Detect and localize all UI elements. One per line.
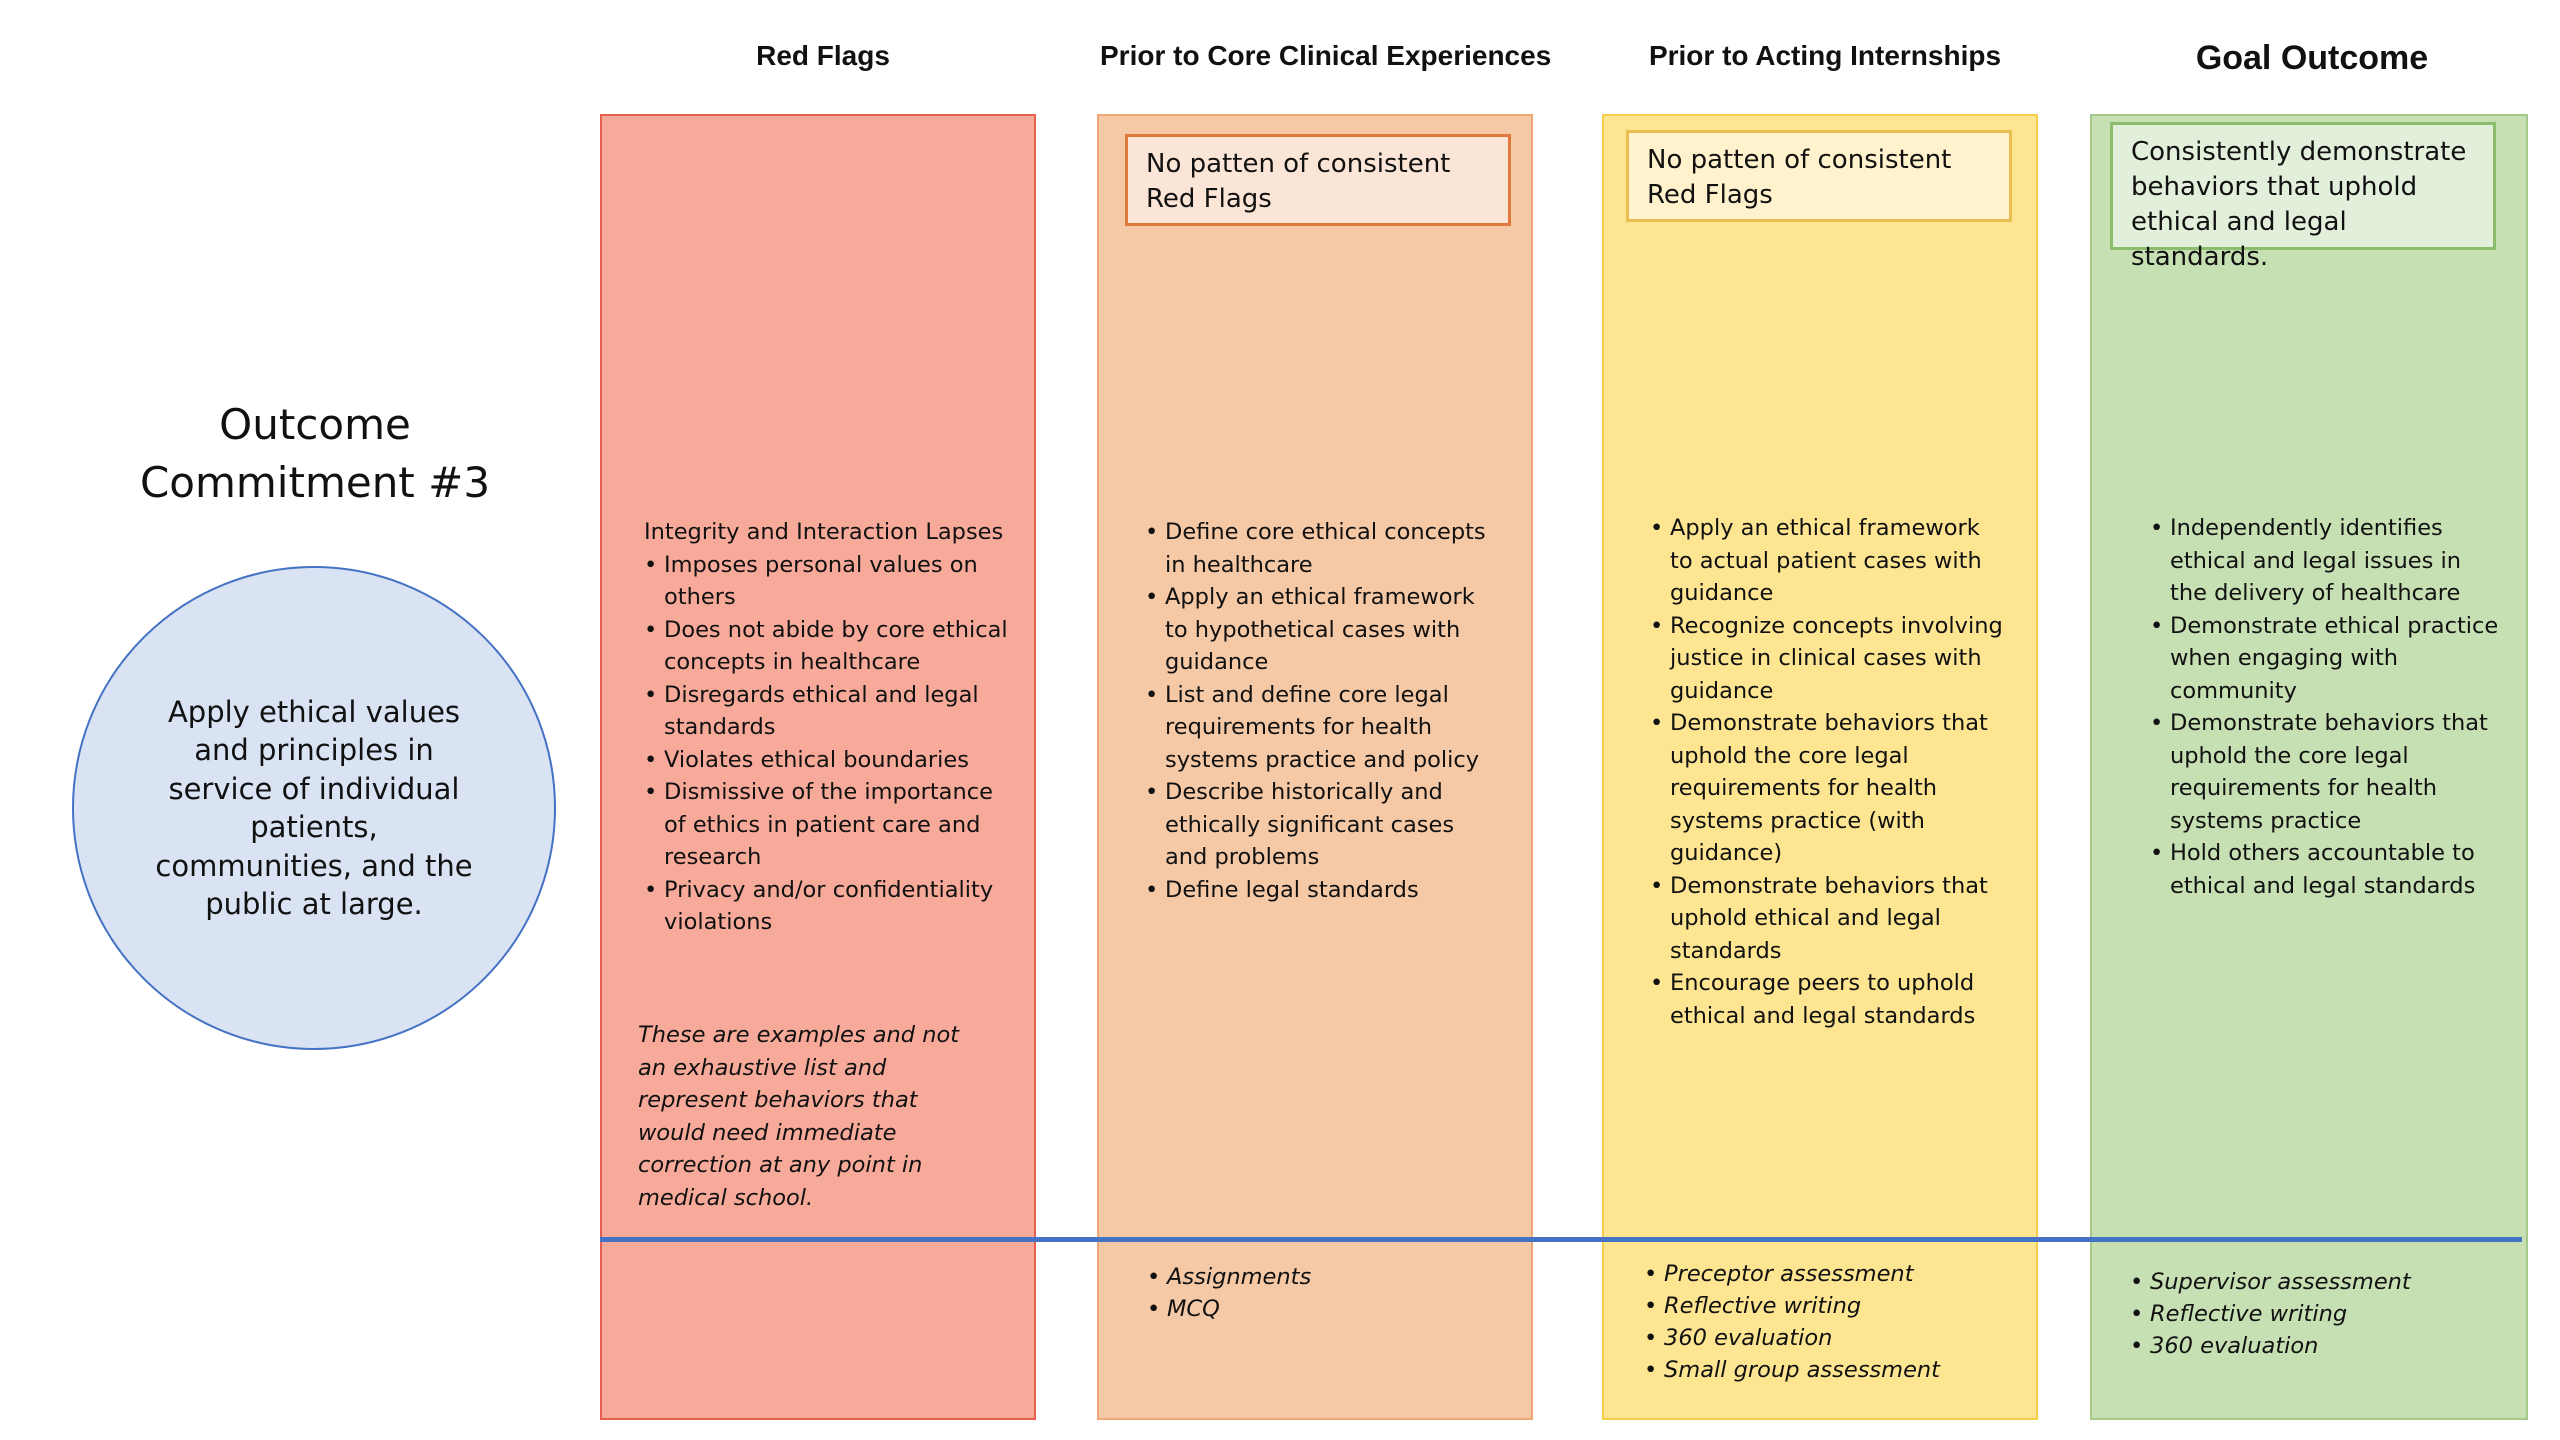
list-item: • Recognize concepts involving justice in clinical cases with guidance: [1670, 610, 2008, 708]
red-flags-content: [644, 516, 1010, 939]
acting-internships-list: [1650, 512, 2008, 1032]
outcome-circle: [72, 566, 556, 1050]
list-item: • Violates ethical boundaries: [664, 744, 1010, 777]
list-item: • 360 evaluation: [2150, 1330, 2506, 1362]
list-item: • Hold others accountable to ethical and legal standards: [2170, 837, 2504, 902]
red-flags-intro: Integrity and Interaction Lapses: [644, 519, 1004, 545]
outcome-title: Outcome Commitment #3: [139, 400, 491, 507]
list-item: • Encourage peers to uphold ethical and legal standards: [1670, 967, 2008, 1032]
column-prior-core-clinical: [1097, 114, 1533, 1420]
goal-outcome-content: [2150, 512, 2504, 902]
list-item: • Independently identifies ethical and legal issues in the delivery of healthcare: [2170, 512, 2504, 610]
list-item: • Privacy and/or confidentiality violations: [664, 874, 1010, 939]
assessment-divider-line: [600, 1237, 2522, 1242]
core-clinical-list: [1145, 516, 1501, 906]
core-clinical-box: No patten of consistent Red Flags: [1125, 134, 1511, 226]
column-red-flags: [600, 114, 1036, 1420]
goal-outcome-assessments: [2130, 1266, 2506, 1362]
list-item: • Reflective writing: [2150, 1298, 2506, 1330]
red-flags-note: These are examples and not an exhaustive list and represent behaviors that would need immediate correction at any point in medical school.: [638, 1022, 960, 1211]
list-item: • Define legal standards: [1165, 874, 1501, 907]
header-prior-acting-internships: Prior to Acting Internships: [1648, 40, 2002, 71]
list-item: • Small group assessment: [1664, 1354, 2016, 1386]
core-clinical-content: [1145, 516, 1501, 906]
column-prior-acting-internships: [1602, 114, 2038, 1420]
list-item: • List and define core legal requirements for health systems practice and policy: [1165, 679, 1501, 777]
list-item: • Apply an ethical framework to hypothetical cases with guidance: [1165, 581, 1501, 679]
list-item: • MCQ: [1167, 1293, 1511, 1325]
list-item: • Does not abide by core ethical concepts in healthcare: [664, 614, 1010, 679]
list-item: • Reflective writing: [1664, 1290, 2016, 1322]
list-item: • Describe historically and ethically significant cases and problems: [1165, 776, 1501, 874]
list-item: • Apply an ethical framework to actual patient cases with guidance: [1670, 512, 2008, 610]
goal-outcome-box: Consistently demonstrate behaviors that uphold ethical and legal standards.: [2110, 122, 2496, 250]
acting-internships-box: No patten of consistent Red Flags: [1626, 130, 2012, 222]
list-item: • Imposes personal values on others: [664, 549, 1010, 614]
list-item: • Disregards ethical and legal standards: [664, 679, 1010, 744]
list-item: • Demonstrate behaviors that uphold ethical and legal standards: [1670, 870, 2008, 968]
list-item: • Define core ethical concepts in healthcare: [1165, 516, 1501, 581]
acting-internships-assessments: [1644, 1258, 2016, 1386]
list-item: • Supervisor assessment: [2150, 1266, 2506, 1298]
list-item: • Dismissive of the importance of ethics in patient care and research: [664, 776, 1010, 874]
header-red-flags: Red Flags: [756, 40, 890, 71]
list-item: • Demonstrate behaviors that uphold the core legal requirements for health systems practice (with guidance): [1670, 707, 2008, 870]
outcome-circle-text: Apply ethical values and principles in service of individual patients, communities, and the public at large.: [155, 694, 473, 921]
list-item: • Demonstrate ethical practice when engaging with community: [2170, 610, 2504, 708]
list-item: • Assignments: [1167, 1261, 1511, 1293]
acting-internships-content: [1650, 512, 2008, 1032]
list-item: • Preceptor assessment: [1664, 1258, 2016, 1290]
list-item: • Demonstrate behaviors that uphold the core legal requirements for health systems practice: [2170, 707, 2504, 837]
core-clinical-assessments: [1147, 1261, 1511, 1325]
red-flags-list: [644, 549, 1010, 939]
goal-outcome-list: [2150, 512, 2504, 902]
list-item: • 360 evaluation: [1664, 1322, 2016, 1354]
header-prior-core-clinical: Prior to Core Clinical Experiences: [1100, 40, 1552, 71]
column-goal-outcome: [2090, 114, 2528, 1420]
header-goal-outcome: Goal Outcome: [2195, 39, 2429, 77]
